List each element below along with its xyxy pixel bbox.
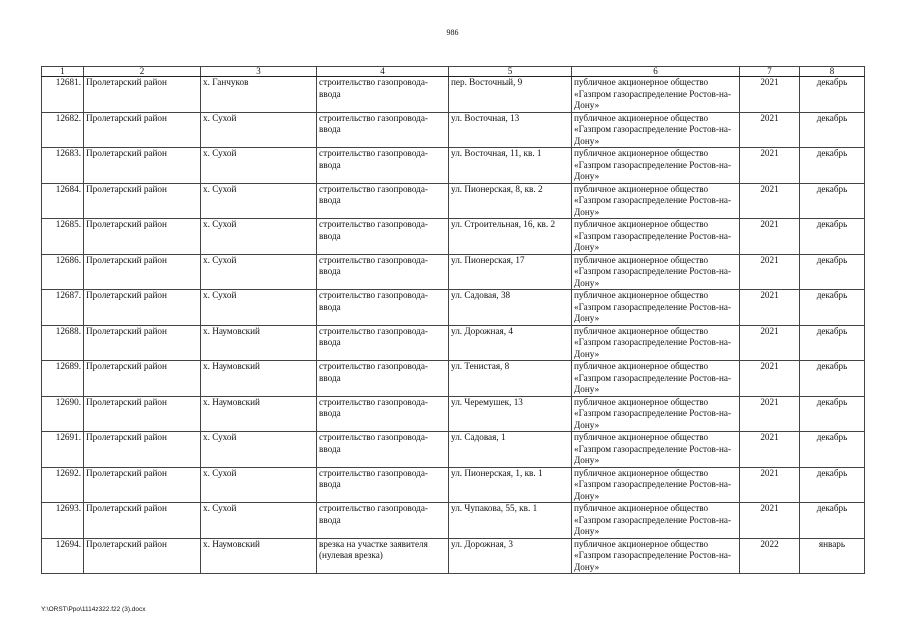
table-row: [42, 325, 865, 361]
year-cell: 2021: [740, 112, 800, 148]
district-cell: Пролетарский район: [84, 467, 201, 503]
table-row: [42, 432, 865, 468]
month-cell: декабрь: [800, 325, 865, 361]
work-type-cell: строительство газопровода-ввода: [317, 254, 449, 290]
row-number: 12692.: [42, 467, 84, 503]
address-cell: ул. Садовая, 1: [449, 432, 572, 468]
month-cell: декабрь: [800, 148, 865, 184]
locality-cell: х. Сухой: [201, 467, 317, 503]
address-cell: ул. Чупакова, 55, кв. 1: [449, 503, 572, 539]
month-cell: декабрь: [800, 183, 865, 219]
row-number: 12690.: [42, 396, 84, 432]
work-type-cell: строительство газопровода-ввода: [317, 112, 449, 148]
row-number: 12685.: [42, 219, 84, 255]
registry-table: [41, 66, 865, 574]
address-cell: ул. Пионерская, 1, кв. 1: [449, 467, 572, 503]
table-row: [42, 503, 865, 539]
address-cell: ул. Пионерская, 8, кв. 2: [449, 183, 572, 219]
table-row: [42, 183, 865, 219]
column-header: 3: [201, 67, 317, 77]
table-row: [42, 112, 865, 148]
district-cell: Пролетарский район: [84, 183, 201, 219]
work-type-cell: строительство газопровода-ввода: [317, 467, 449, 503]
work-type-cell: строительство газопровода-ввода: [317, 503, 449, 539]
district-cell: Пролетарский район: [84, 325, 201, 361]
month-cell: декабрь: [800, 361, 865, 397]
locality-cell: х. Наумовский: [201, 396, 317, 432]
year-cell: 2021: [740, 77, 800, 113]
district-cell: Пролетарский район: [84, 396, 201, 432]
row-number: 12686.: [42, 254, 84, 290]
address-cell: ул. Черемушек, 13: [449, 396, 572, 432]
year-cell: 2021: [740, 148, 800, 184]
row-number: 12691.: [42, 432, 84, 468]
organization-cell: публичное акционерное общество «Газпром газораспределение Ростов-на-Дону»: [572, 254, 740, 290]
work-type-cell: строительство газопровода-ввода: [317, 148, 449, 184]
table-row: [42, 254, 865, 290]
district-cell: Пролетарский район: [84, 361, 201, 397]
year-cell: 2021: [740, 503, 800, 539]
district-cell: Пролетарский район: [84, 432, 201, 468]
district-cell: Пролетарский район: [84, 538, 201, 574]
district-cell: Пролетарский район: [84, 503, 201, 539]
address-cell: ул. Восточная, 11, кв. 1: [449, 148, 572, 184]
table-row: [42, 219, 865, 255]
locality-cell: х. Ганчуков: [201, 77, 317, 113]
year-cell: 2021: [740, 254, 800, 290]
locality-cell: х. Сухой: [201, 219, 317, 255]
locality-cell: х. Сухой: [201, 432, 317, 468]
organization-cell: публичное акционерное общество «Газпром газораспределение Ростов-на-Дону»: [572, 183, 740, 219]
organization-cell: публичное акционерное общество «Газпром газораспределение Ростов-на-Дону»: [572, 538, 740, 574]
organization-cell: публичное акционерное общество «Газпром газораспределение Ростов-на-Дону»: [572, 325, 740, 361]
organization-cell: публичное акционерное общество «Газпром газораспределение Ростов-на-Дону»: [572, 219, 740, 255]
district-cell: Пролетарский район: [84, 290, 201, 326]
organization-cell: публичное акционерное общество «Газпром газораспределение Ростов-на-Дону»: [572, 77, 740, 113]
district-cell: Пролетарский район: [84, 77, 201, 113]
year-cell: 2022: [740, 538, 800, 574]
organization-cell: публичное акционерное общество «Газпром газораспределение Ростов-на-Дону»: [572, 467, 740, 503]
column-header: 6: [572, 67, 740, 77]
month-cell: январь: [800, 538, 865, 574]
work-type-cell: строительство газопровода-ввода: [317, 432, 449, 468]
address-cell: ул. Строительная, 16, кв. 2: [449, 219, 572, 255]
month-cell: декабрь: [800, 290, 865, 326]
year-cell: 2021: [740, 396, 800, 432]
table-body: [42, 77, 865, 574]
footer-file-path: Y:\ORST\Ppo\1114z322.f22 (3).docx: [41, 606, 146, 613]
table-row: [42, 77, 865, 113]
table-row: [42, 361, 865, 397]
month-cell: декабрь: [800, 396, 865, 432]
address-cell: ул. Дорожная, 3: [449, 538, 572, 574]
work-type-cell: строительство газопровода-ввода: [317, 396, 449, 432]
table-row: [42, 467, 865, 503]
table-row: [42, 148, 865, 184]
work-type-cell: строительство газопровода-ввода: [317, 290, 449, 326]
column-header: 5: [449, 67, 572, 77]
organization-cell: публичное акционерное общество «Газпром газораспределение Ростов-на-Дону»: [572, 290, 740, 326]
locality-cell: х. Сухой: [201, 183, 317, 219]
locality-cell: х. Наумовский: [201, 538, 317, 574]
work-type-cell: строительство газопровода-ввода: [317, 219, 449, 255]
month-cell: декабрь: [800, 503, 865, 539]
table-row: [42, 290, 865, 326]
locality-cell: х. Сухой: [201, 112, 317, 148]
row-number: 12682.: [42, 112, 84, 148]
organization-cell: публичное акционерное общество «Газпром газораспределение Ростов-на-Дону»: [572, 112, 740, 148]
table-row: [42, 396, 865, 432]
row-number: 12694.: [42, 538, 84, 574]
address-cell: ул. Восточная, 13: [449, 112, 572, 148]
organization-cell: публичное акционерное общество «Газпром газораспределение Ростов-на-Дону»: [572, 148, 740, 184]
address-cell: ул. Дорожная, 4: [449, 325, 572, 361]
organization-cell: публичное акционерное общество «Газпром газораспределение Ростов-на-Дону»: [572, 396, 740, 432]
work-type-cell: строительство газопровода-ввода: [317, 361, 449, 397]
organization-cell: публичное акционерное общество «Газпром газораспределение Ростов-на-Дону»: [572, 361, 740, 397]
year-cell: 2021: [740, 467, 800, 503]
column-header: 7: [740, 67, 800, 77]
year-cell: 2021: [740, 325, 800, 361]
row-number: 12687.: [42, 290, 84, 326]
row-number: 12693.: [42, 503, 84, 539]
row-number: 12688.: [42, 325, 84, 361]
year-cell: 2021: [740, 219, 800, 255]
year-cell: 2021: [740, 432, 800, 468]
work-type-cell: строительство газопровода-ввода: [317, 77, 449, 113]
locality-cell: х. Сухой: [201, 148, 317, 184]
header-row: [42, 67, 865, 77]
district-cell: Пролетарский район: [84, 254, 201, 290]
column-header: 2: [84, 67, 201, 77]
work-type-cell: врезка на участке заявителя (нулевая врезка): [317, 538, 449, 574]
month-cell: декабрь: [800, 112, 865, 148]
address-cell: ул. Садовая, 38: [449, 290, 572, 326]
locality-cell: х. Сухой: [201, 503, 317, 539]
month-cell: декабрь: [800, 254, 865, 290]
year-cell: 2021: [740, 183, 800, 219]
month-cell: декабрь: [800, 467, 865, 503]
organization-cell: публичное акционерное общество «Газпром газораспределение Ростов-на-Дону»: [572, 503, 740, 539]
year-cell: 2021: [740, 290, 800, 326]
locality-cell: х. Сухой: [201, 254, 317, 290]
district-cell: Пролетарский район: [84, 112, 201, 148]
address-cell: ул. Тенистая, 8: [449, 361, 572, 397]
district-cell: Пролетарский район: [84, 148, 201, 184]
work-type-cell: строительство газопровода-ввода: [317, 183, 449, 219]
address-cell: ул. Пионерская, 17: [449, 254, 572, 290]
month-cell: декабрь: [800, 219, 865, 255]
year-cell: 2021: [740, 361, 800, 397]
month-cell: декабрь: [800, 432, 865, 468]
column-header: 8: [800, 67, 865, 77]
locality-cell: х. Наумовский: [201, 361, 317, 397]
column-header: 4: [317, 67, 449, 77]
organization-cell: публичное акционерное общество «Газпром газораспределение Ростов-на-Дону»: [572, 432, 740, 468]
column-header: 1: [42, 67, 84, 77]
row-number: 12684.: [42, 183, 84, 219]
row-number: 12683.: [42, 148, 84, 184]
work-type-cell: строительство газопровода-ввода: [317, 325, 449, 361]
locality-cell: х. Сухой: [201, 290, 317, 326]
row-number: 12681.: [42, 77, 84, 113]
page-number: 986: [446, 28, 459, 37]
row-number: 12689.: [42, 361, 84, 397]
address-cell: пер. Восточный, 9: [449, 77, 572, 113]
month-cell: декабрь: [800, 77, 865, 113]
table-row: [42, 538, 865, 574]
locality-cell: х. Наумовский: [201, 325, 317, 361]
district-cell: Пролетарский район: [84, 219, 201, 255]
